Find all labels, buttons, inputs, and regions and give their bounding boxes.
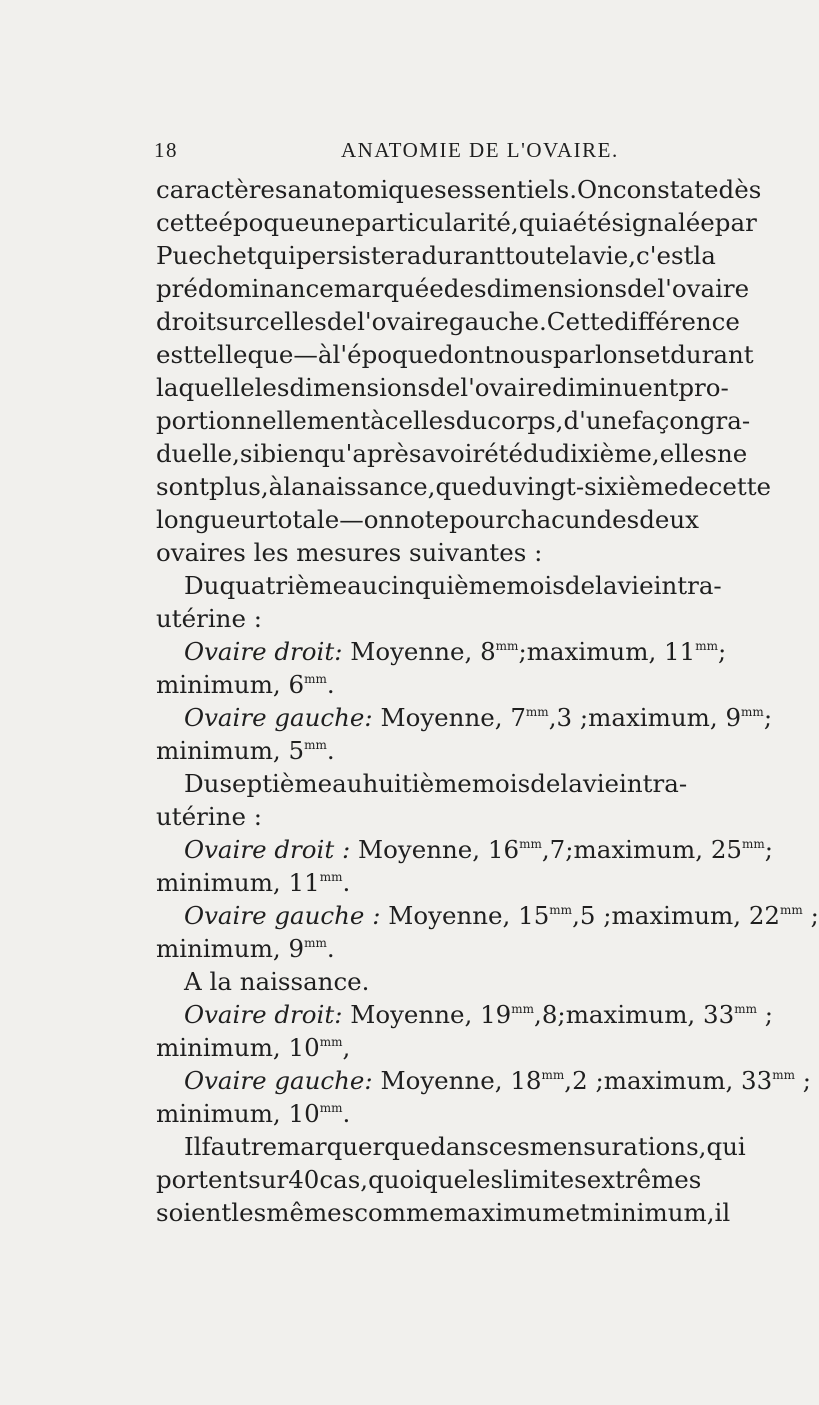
word: l'ovaire — [460, 373, 553, 402]
word: Du — [184, 571, 220, 600]
period-heading-cont: utérine : — [156, 802, 262, 831]
word: durant — [670, 340, 754, 369]
word: du — [523, 439, 555, 468]
text-line-content: ovaires les mesures suivantes : — [156, 538, 543, 567]
word: mois — [471, 769, 531, 798]
period-heading: A la naissance. — [184, 967, 370, 996]
text-line — [156, 1163, 702, 1196]
word: gauche. — [448, 307, 547, 336]
word: marquée — [333, 274, 444, 303]
word: les — [468, 1165, 504, 1194]
measure-line-min: minimum, $11^{mm}$. — [156, 868, 351, 897]
word: Il — [184, 1132, 202, 1161]
word: différence — [614, 307, 740, 336]
word: ces — [488, 1132, 530, 1161]
word: soient — [156, 1198, 232, 1227]
word: que — [435, 472, 482, 501]
word: durant — [421, 241, 505, 270]
word: des — [596, 505, 640, 534]
word: et — [645, 340, 671, 369]
ovary-label: Ovaire gauche: — [184, 1066, 373, 1095]
word: naissance, — [305, 472, 436, 501]
measure-line-min: minimum, $9^{mm}$. — [156, 934, 335, 963]
word: celles — [384, 406, 456, 435]
word: constate — [612, 175, 719, 204]
word: portionnellement — [156, 406, 371, 435]
word: dixième, — [554, 439, 660, 468]
word: des — [443, 274, 487, 303]
word: cette — [156, 208, 219, 237]
word: quatrième — [219, 571, 348, 600]
measure-line-gauche: Ovaire gauche : Moyenne, $15^{mm},5$ ; maximum, $22^{mm}$ ; — [184, 901, 819, 930]
word: au — [347, 571, 378, 600]
word: telle — [192, 340, 248, 369]
word: — — [339, 505, 364, 534]
word: laquelle — [156, 373, 255, 402]
page-number: 18 — [154, 138, 178, 162]
word: Cette — [546, 307, 615, 336]
word: minimum, — [589, 1198, 715, 1227]
word: que — [247, 340, 294, 369]
word: cas, — [319, 1165, 369, 1194]
text-line — [156, 239, 716, 272]
word: portent — [156, 1165, 249, 1194]
word: maximum — [443, 1198, 566, 1227]
word: nous — [494, 340, 553, 369]
ovary-label: Ovaire gauche: — [184, 703, 373, 732]
word: à — [268, 472, 284, 501]
text-line — [156, 338, 754, 371]
word: été — [484, 439, 524, 468]
period-heading — [156, 569, 722, 602]
word: de — [627, 274, 658, 303]
running-header — [154, 132, 654, 166]
word: une — [309, 208, 356, 237]
word: qu'après — [314, 439, 422, 468]
word: Du — [184, 769, 220, 798]
word: caractères — [156, 175, 288, 204]
word: pour — [449, 505, 508, 534]
word: longueur — [156, 505, 268, 534]
word: que — [384, 1132, 431, 1161]
measure-line-min: minimum, $10^{mm}$. — [156, 1099, 351, 1128]
text-line — [156, 272, 750, 305]
measure-line-droit: Ovaire droit: Moyenne, $8^{mm}$; maximum, $11^{mm}$; — [184, 637, 727, 666]
text-line — [156, 1130, 746, 1163]
word: l'époque — [332, 340, 438, 369]
word: dans — [430, 1132, 489, 1161]
word: qui — [518, 208, 559, 237]
word: quoique — [368, 1165, 469, 1194]
word: mensurations, — [529, 1132, 707, 1161]
word: diminuent — [552, 373, 679, 402]
word: septième — [219, 769, 333, 798]
ovary-label: Ovaire droit: — [184, 1000, 343, 1029]
word: — — [293, 340, 318, 369]
word: la — [693, 241, 716, 270]
word: de — [430, 373, 461, 402]
word: la — [569, 241, 593, 270]
measure-line-min: minimum, $6^{mm}$. — [156, 670, 335, 699]
word: à — [317, 340, 333, 369]
word: la — [283, 472, 306, 501]
text-line — [156, 305, 740, 338]
word: dès — [718, 175, 762, 204]
measure-line-min: minimum, $10^{mm}$, — [156, 1033, 351, 1062]
word: du — [455, 406, 488, 435]
text-line — [156, 206, 757, 239]
word: l'ovaire — [357, 307, 449, 336]
word: dimensions — [486, 274, 628, 303]
word: bien — [260, 439, 315, 468]
word: de — [530, 769, 561, 798]
measure-line-droit: Ovaire droit: Moyenne, $19^{mm},8$; maximum, $33^{mm}$ ; — [184, 1000, 774, 1029]
measure-line-gauche: Ovaire gauche: Moyenne, $7^{mm},3$ ; maximum, $9^{mm}$; — [184, 703, 773, 732]
ovary-label: Ovaire droit : — [184, 835, 351, 864]
word: faut — [201, 1132, 251, 1161]
text-line — [156, 503, 699, 536]
word: Puech — [156, 241, 233, 270]
text-line — [156, 470, 772, 503]
word: de — [678, 472, 709, 501]
word: et — [232, 241, 257, 270]
running-title: ANATOMIE DE L'OVAIRE. — [341, 138, 619, 162]
word: du — [481, 472, 513, 501]
word: avoir — [421, 439, 485, 468]
word: été — [572, 208, 612, 237]
word: la — [595, 571, 618, 600]
word: de — [564, 571, 595, 600]
text-line — [156, 371, 729, 404]
word: dimensions — [289, 373, 431, 402]
word: est — [156, 340, 193, 369]
word: limites — [503, 1165, 587, 1194]
word: et — [565, 1198, 590, 1227]
word: l'ovaire — [657, 274, 750, 303]
word: au — [332, 769, 363, 798]
measure-line-min: minimum, $5^{mm}$. — [156, 736, 335, 765]
word: vie, — [592, 241, 637, 270]
word: si — [239, 439, 261, 468]
word: droit — [156, 307, 216, 336]
word: note — [394, 505, 450, 534]
word: façon — [631, 406, 700, 435]
word: intra- — [619, 769, 688, 798]
word: particularité, — [355, 208, 519, 237]
word: pro- — [678, 373, 729, 402]
word: à — [370, 406, 385, 435]
word: mois — [506, 571, 565, 600]
word: a — [558, 208, 573, 237]
text-line — [156, 1196, 731, 1229]
word: c'est — [636, 241, 694, 270]
word: parlons — [552, 340, 646, 369]
word: persistera — [295, 241, 422, 270]
word: ne — [716, 439, 748, 468]
body-text — [156, 173, 819, 1229]
word: essentiels. — [446, 175, 578, 204]
word: vie — [617, 571, 654, 600]
word: d'une — [563, 406, 632, 435]
word: sur — [215, 307, 256, 336]
word: vie — [582, 769, 620, 798]
text-line — [156, 437, 748, 470]
word: cette — [708, 472, 772, 501]
word: totale — [267, 505, 340, 534]
word: corps, — [487, 406, 564, 435]
word: par — [714, 208, 757, 237]
word: celles — [255, 307, 327, 336]
word: toute — [504, 241, 570, 270]
word: intra- — [653, 571, 722, 600]
word: les — [254, 373, 290, 402]
word: On — [577, 175, 613, 204]
ovary-label: Ovaire gauche : — [184, 901, 381, 930]
word: vingt-sixième — [512, 472, 679, 501]
measure-line-droit: Ovaire droit : Moyenne, $16^{mm},7$; maximum, $25^{mm}$; — [184, 835, 774, 864]
period-heading — [156, 767, 688, 800]
word: duelle, — [156, 439, 240, 468]
word: sont — [156, 472, 209, 501]
word: signalée — [611, 208, 715, 237]
word: on — [363, 505, 395, 534]
word: les — [231, 1198, 267, 1227]
word: dont — [437, 340, 495, 369]
measure-line-gauche: Ovaire gauche: Moyenne, $18^{mm},2$ ; maximum, $33^{mm}$ ; — [184, 1066, 812, 1095]
ovary-label: Ovaire droit: — [184, 637, 343, 666]
word: elles — [659, 439, 717, 468]
word: prédominance — [156, 274, 334, 303]
word: chacun — [507, 505, 597, 534]
word: mêmes — [266, 1198, 355, 1227]
word: de — [326, 307, 358, 336]
word: remarquer — [250, 1132, 385, 1161]
word: comme — [354, 1198, 444, 1227]
word: qui — [706, 1132, 746, 1161]
word: deux — [639, 505, 699, 534]
word: anatomiques — [287, 175, 447, 204]
word: la — [560, 769, 583, 798]
text-line — [156, 173, 762, 206]
period-heading-cont: utérine : — [156, 604, 262, 633]
text-line — [156, 404, 751, 437]
word: époque — [218, 208, 310, 237]
text-line — [156, 536, 676, 569]
word: qui — [256, 241, 296, 270]
word: sur — [248, 1165, 289, 1194]
word: plus, — [208, 472, 269, 501]
word: cinquième — [377, 571, 507, 600]
word: extrêmes — [586, 1165, 702, 1194]
word: il — [714, 1198, 731, 1227]
word: gra- — [699, 406, 751, 435]
word: huitième — [362, 769, 472, 798]
word: 40 — [288, 1165, 320, 1194]
